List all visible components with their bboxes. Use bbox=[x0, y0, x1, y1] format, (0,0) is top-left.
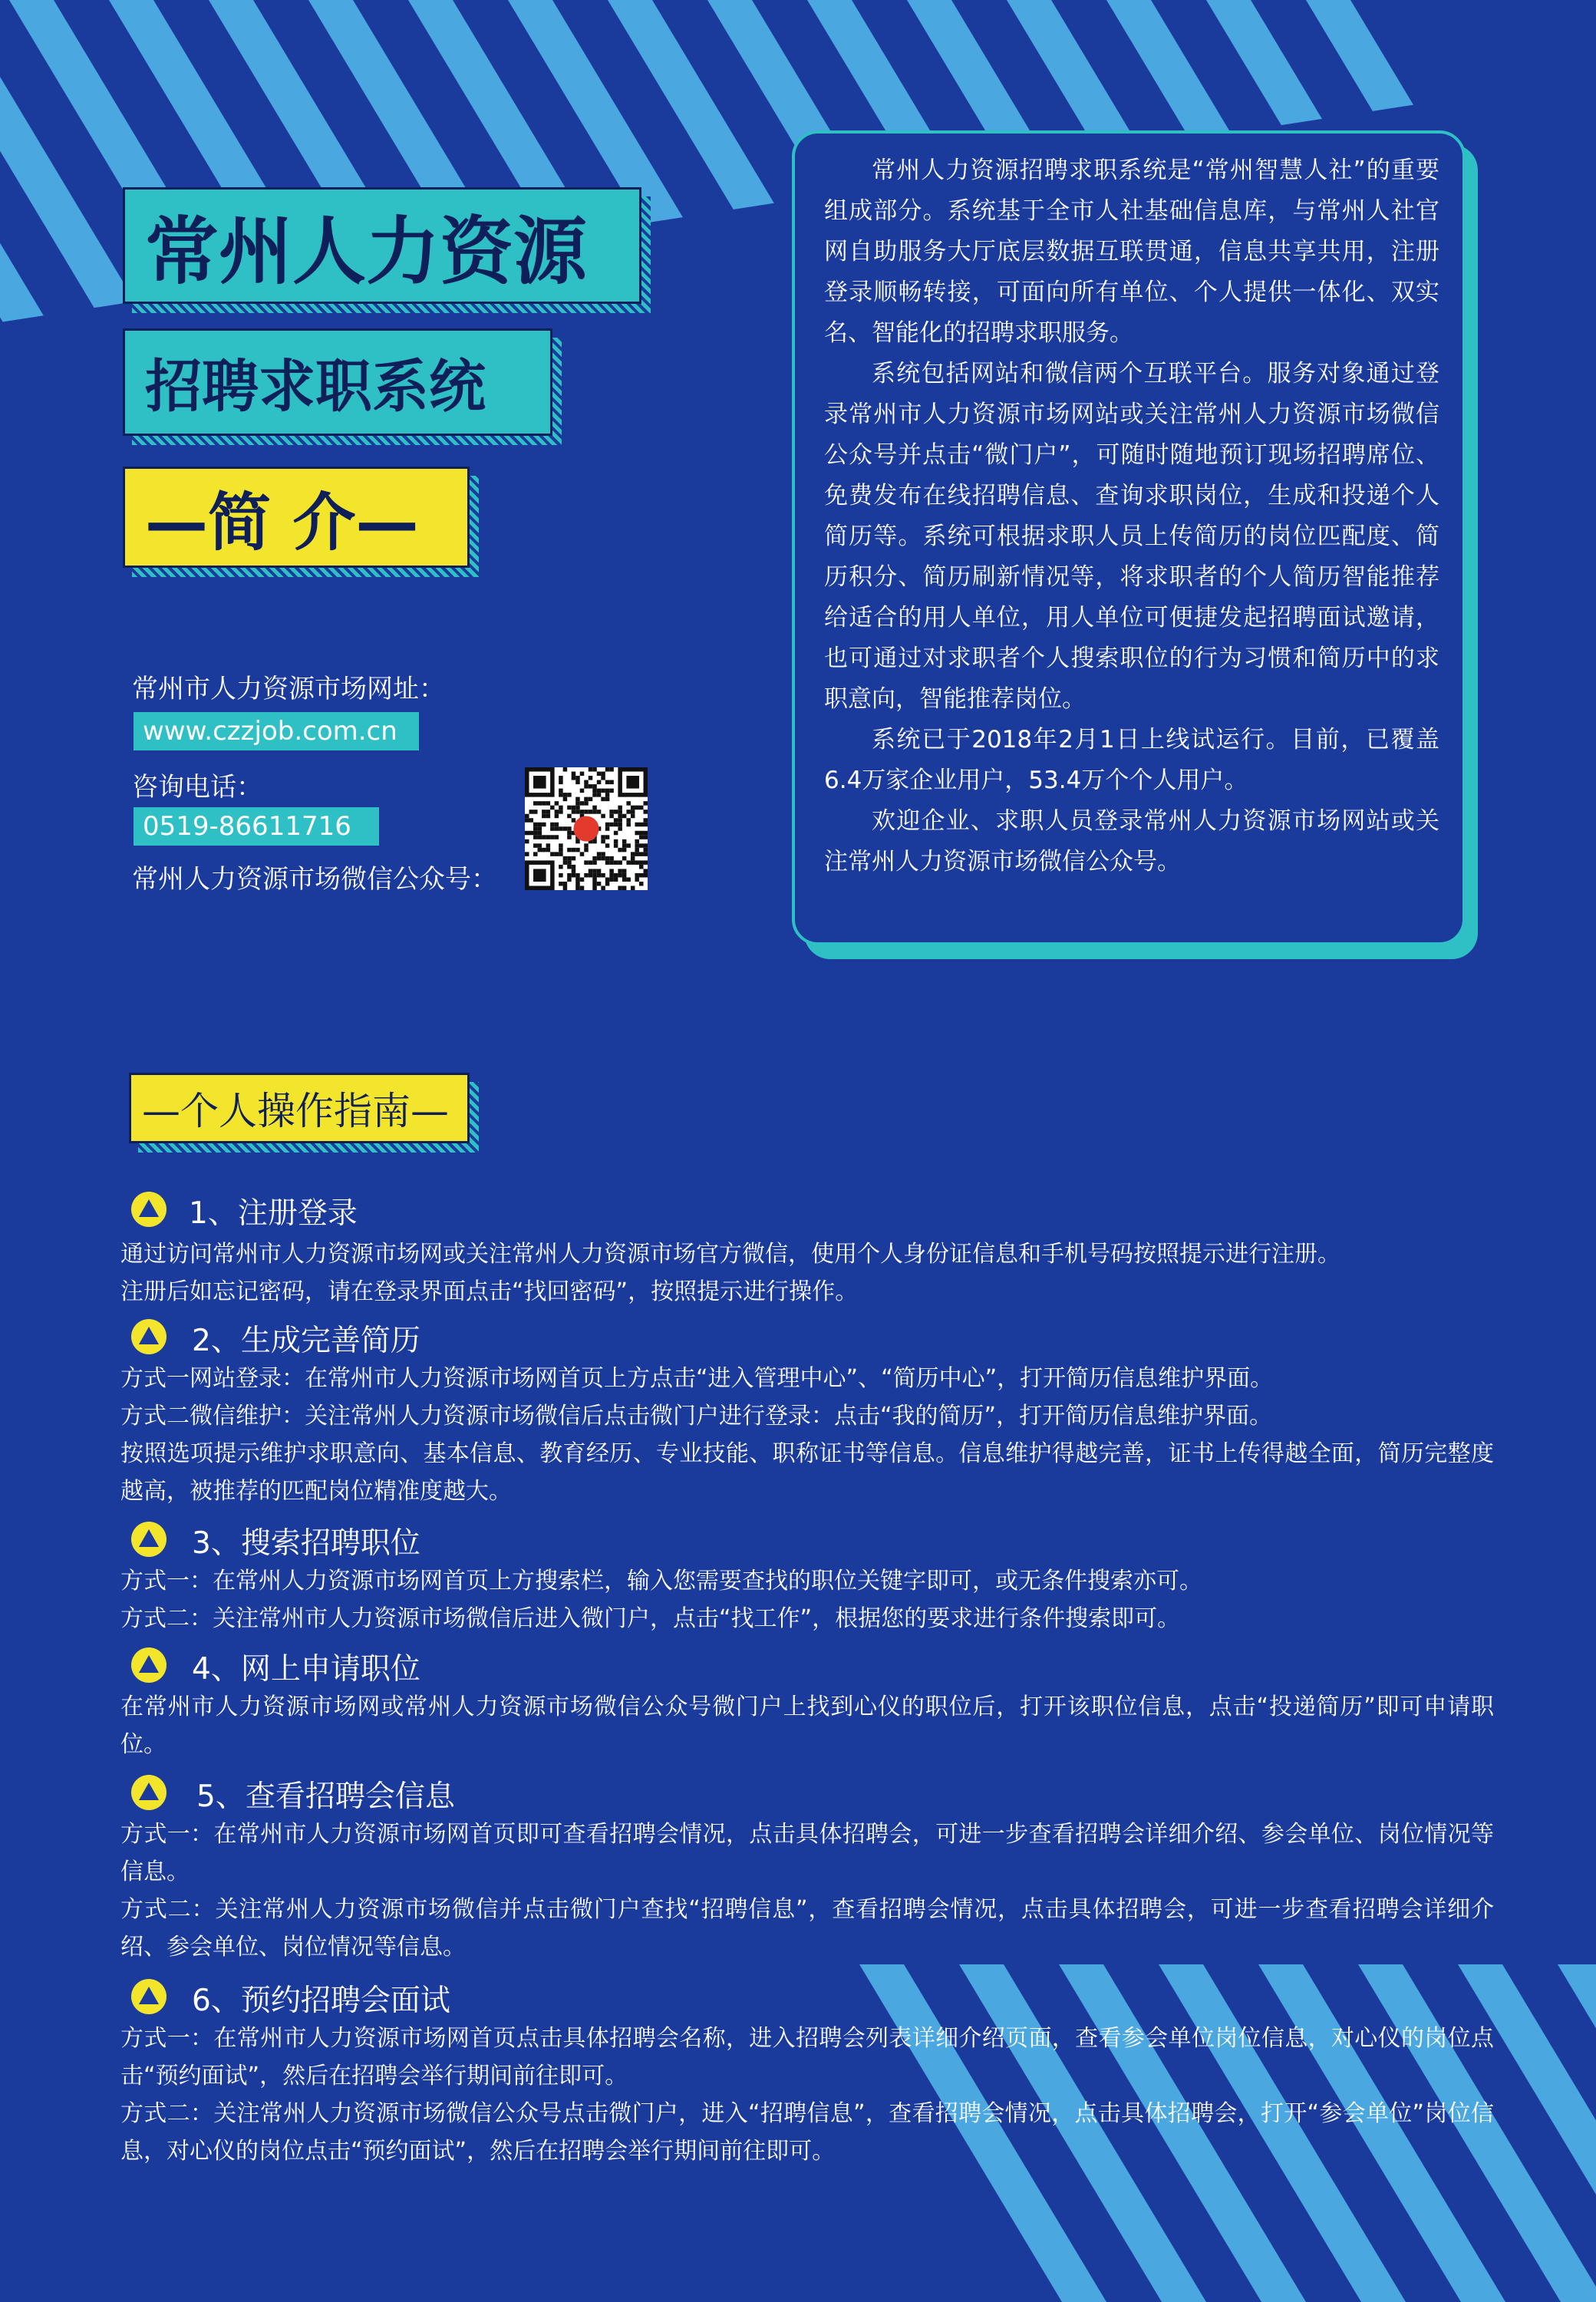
section-title-3: 3、搜索招聘职位 bbox=[192, 1526, 420, 1561]
section-title-6: 6、预约招聘会面试 bbox=[192, 1984, 450, 2018]
qr-code-icon[interactable] bbox=[525, 767, 648, 890]
section-6-line-1: 方式一：在常州市人力资源市场网首页点击具体招聘会名称，进入招聘会列表详细介绍页面，查看参会单位岗位信息，对心仪的岗位点击“预约面试”，然后在招聘会举行期间前往即可。 bbox=[120, 2025, 1494, 2089]
title-block-1 bbox=[123, 187, 641, 304]
warning-triangle-icon bbox=[130, 1978, 167, 2015]
section-2-line-3: 按照选项提示维护求职意向、基本信息、教育经历、专业技能、职称证书等信息。信息维护得越完善，证书上传得越全面，简历完整度越高，被推荐的匹配岗位精准度越大。 bbox=[120, 1440, 1494, 1505]
title-line-2: 招聘求职系统 bbox=[123, 328, 552, 436]
title-line-3: —简 介— bbox=[123, 467, 470, 568]
warning-triangle-icon bbox=[130, 1318, 167, 1355]
warning-triangle-icon bbox=[130, 1191, 167, 1228]
phone-number[interactable]: 0519-86611716 bbox=[134, 807, 379, 846]
qr-code-graphic bbox=[525, 767, 648, 890]
section-1-line-2: 注册后如忘记密码，请在登录界面点击“找回密码”，按照提示进行操作。 bbox=[120, 1278, 859, 1305]
section-title-5: 5、查看招聘会信息 bbox=[196, 1779, 455, 1814]
website-link[interactable]: www.czzjob.com.cn bbox=[134, 712, 419, 750]
website-label: 常州市人力资源市场网址： bbox=[132, 674, 445, 704]
title-block-3 bbox=[123, 467, 470, 568]
section-6-line-2: 方式二：关注常州人力资源市场微信公众号点击微门户，进入“招聘信息”，查看招聘会情况，点击具体招聘会，打开“参会单位”岗位信息，对心仪的岗位点击“预约面试”，然后在招聘会举行期间前往即可。 bbox=[120, 2100, 1494, 2165]
warning-triangle-icon bbox=[130, 1774, 167, 1811]
intro-paragraph: 系统包括网站和微信两个互联平台。服务对象通过登录常州市人力资源市场网站或关注常州人力资源市场微信公众号并点击“微门户”，可随时随地预订现场招聘席位、免费发布在线招聘信息、查询求职岗位，生成和投递个人简历等。系统可根据求职人员上传简历的岗位匹配度、简历积分、简历刷新情况等，将求职者的个人简历智能推荐给适合的用人单位，用人单位可便捷发起招聘面试邀请，也可通过对求职者个人搜索职位的行为习惯和简历中的求职意向，智能推荐岗位。 bbox=[824, 360, 1439, 713]
intro-paragraph: 欢迎企业、求职人员登录常州人力资源市场网站或关注常州人力资源市场微信公众号。 bbox=[824, 807, 1439, 876]
section-title-4: 4、网上申请职位 bbox=[192, 1652, 420, 1687]
section-2-line-2: 方式二微信维护：关注常州人力资源市场微信后点击微门户进行登录：点击“我的简历”，打开简历信息维护界面。 bbox=[120, 1403, 1273, 1430]
section-2-line-1: 方式一网站登录：在常州市人力资源市场网首页上方点击“进入管理中心”、“简历中心”，打开简历信息维护界面。 bbox=[120, 1365, 1274, 1392]
section-title-2: 2、生成完善简历 bbox=[192, 1324, 420, 1358]
intro-paragraph: 系统已于2018年2月1日上线试运行。目前，已覆盖6.4万家企业用户，53.4万个个人用户。 bbox=[824, 726, 1439, 794]
wechat-label: 常州人力资源市场微信公众号： bbox=[132, 864, 497, 895]
title-line-1: 常州人力资源 bbox=[123, 187, 641, 304]
intro-panel bbox=[792, 130, 1466, 945]
section-1-line-1: 通过访问常州市人力资源市场网或关注常州人力资源市场官方微信，使用个人身份证信息和手机号码按照提示进行注册。 bbox=[120, 1241, 1340, 1268]
section-5-line-1: 方式一：在常州市人力资源市场网首页即可查看招聘会情况，点击具体招聘会，可进一步查看招聘会详细介绍、参会单位、岗位情况等信息。 bbox=[120, 1821, 1494, 1885]
guide-heading-block bbox=[129, 1073, 470, 1143]
section-3-line-1: 方式一：在常州人力资源市场网首页上方搜索栏，输入您需要查找的职位关键字即可，或无条件搜索亦可。 bbox=[120, 1568, 1202, 1595]
guide-heading: —个人操作指南— bbox=[129, 1073, 470, 1143]
warning-triangle-icon bbox=[130, 1521, 167, 1558]
section-4-line-1: 在常州市人力资源市场网或常州人力资源市场微信公众号微门户上找到心仪的职位后，打开该职位信息，点击“投递简历”即可申请职位。 bbox=[120, 1694, 1494, 1758]
phone-label: 咨询电话： bbox=[132, 772, 262, 803]
section-3-line-2: 方式二：关注常州市人力资源市场微信后进入微门户，点击“找工作”，根据您的要求进行条件搜索即可。 bbox=[120, 1605, 1181, 1632]
title-block-2 bbox=[123, 328, 552, 436]
warning-triangle-icon bbox=[130, 1647, 167, 1684]
section-5-line-2: 方式二：关注常州人力资源市场微信并点击微门户查找“招聘信息”，查看招聘会情况，点击具体招聘会，可进一步查看招聘会详细介绍、参会单位、岗位情况等信息。 bbox=[120, 1896, 1494, 1961]
section-title-1: 1、注册登录 bbox=[189, 1196, 358, 1231]
intro-paragraph: 常州人力资源招聘求职系统是“常州智慧人社”的重要组成部分。系统基于全市人社基础信息库，与常州人社官网自助服务大厅底层数据互联贯通，信息共享共用，注册登录顺畅转接，可面向所有单位、个人提供一体化、双实名、智能化的招聘求职服务。 bbox=[824, 157, 1439, 347]
